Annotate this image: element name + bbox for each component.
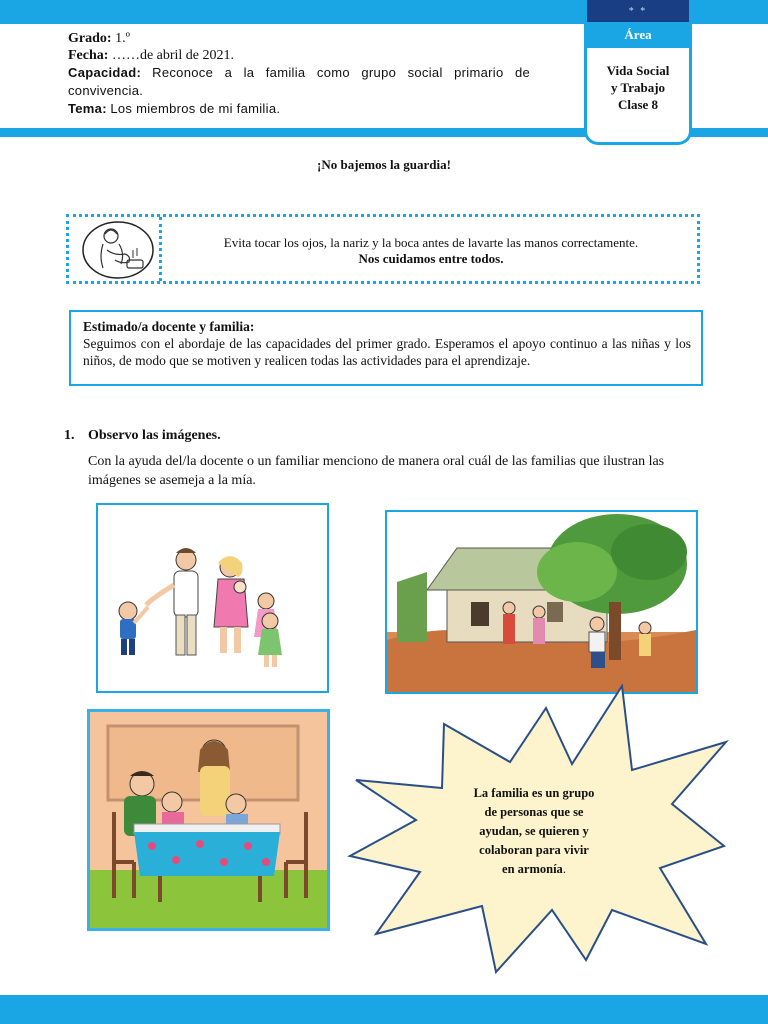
tip-box (66, 214, 700, 284)
area-subject (587, 62, 689, 113)
starburst-line3: ayudan, se quieren y (479, 824, 589, 838)
section-1-body: Con la ayuda del/la docente o un familiar menciono de manera oral cuál de las familias que ilustran las imágenes se asemeja a la mía. (88, 454, 665, 488)
starburst-line4: colaboran para vivir (479, 843, 589, 857)
area-stars: * * (587, 0, 689, 22)
handwashing-icon (81, 220, 155, 280)
capacidad-value: Reconoce a la familia como grupo social primario de convivencia. (68, 65, 531, 98)
capacidad-row (68, 64, 530, 100)
tema-value: Los miembros de mi familia. (110, 101, 281, 116)
grado-value: 1.º (115, 31, 130, 46)
family-illustration-2 (385, 510, 698, 694)
slogan: ¡No bajemos la guardia! (317, 157, 451, 172)
header-info (68, 30, 530, 118)
family-illustration-1 (96, 503, 329, 693)
area-label: Área (587, 22, 689, 48)
area-subject-line2: y Trabajo (610, 80, 666, 95)
notice-box (69, 310, 703, 386)
fecha-row (68, 47, 530, 64)
fecha-label: Fecha: (68, 48, 109, 63)
section-1-title (64, 428, 221, 444)
starburst-line2: de personas que se (484, 805, 584, 819)
grado-row (68, 30, 530, 47)
notice-title: Estimado/a docente y familia: (83, 319, 255, 334)
tip-text (165, 235, 697, 267)
tema-row (68, 100, 530, 118)
family-illustration-3 (87, 709, 330, 931)
starburst-line5-wrap (444, 860, 624, 879)
area-clase: Clase 8 (617, 97, 659, 112)
area-box (584, 0, 692, 145)
tip-line1: Evita tocar los ojos, la nariz y la boca antes de lavarte las manos correctamente. (223, 235, 639, 250)
bottom-bar (0, 995, 768, 1024)
starburst-line1: La familia es un grupo (473, 786, 595, 800)
tip-line2: Nos cuidamos entre todos. (358, 251, 504, 266)
starburst-period: . (562, 862, 566, 876)
tema-label: Tema: (68, 101, 107, 116)
section-1-number: 1. (64, 428, 75, 443)
notice-body: Seguimos con el abordaje de las capacidades del primer grado. Esperamos el apoyo continuo a las niñas y los niños, de modo que se motiven y realicen todas las actividades para el aprendizaje. (83, 336, 691, 368)
section-1-title-text: Observo las imágenes. (88, 428, 221, 443)
area-subject-line1: Vida Social (606, 63, 670, 78)
starburst-line5: en armonía (502, 862, 563, 876)
capacidad-label: Capacidad: (68, 65, 142, 80)
tip-divider (159, 217, 162, 281)
fecha-value: ……de abril de 2021. (111, 48, 235, 63)
grado-label: Grado: (68, 31, 112, 46)
starburst-text (444, 784, 624, 879)
